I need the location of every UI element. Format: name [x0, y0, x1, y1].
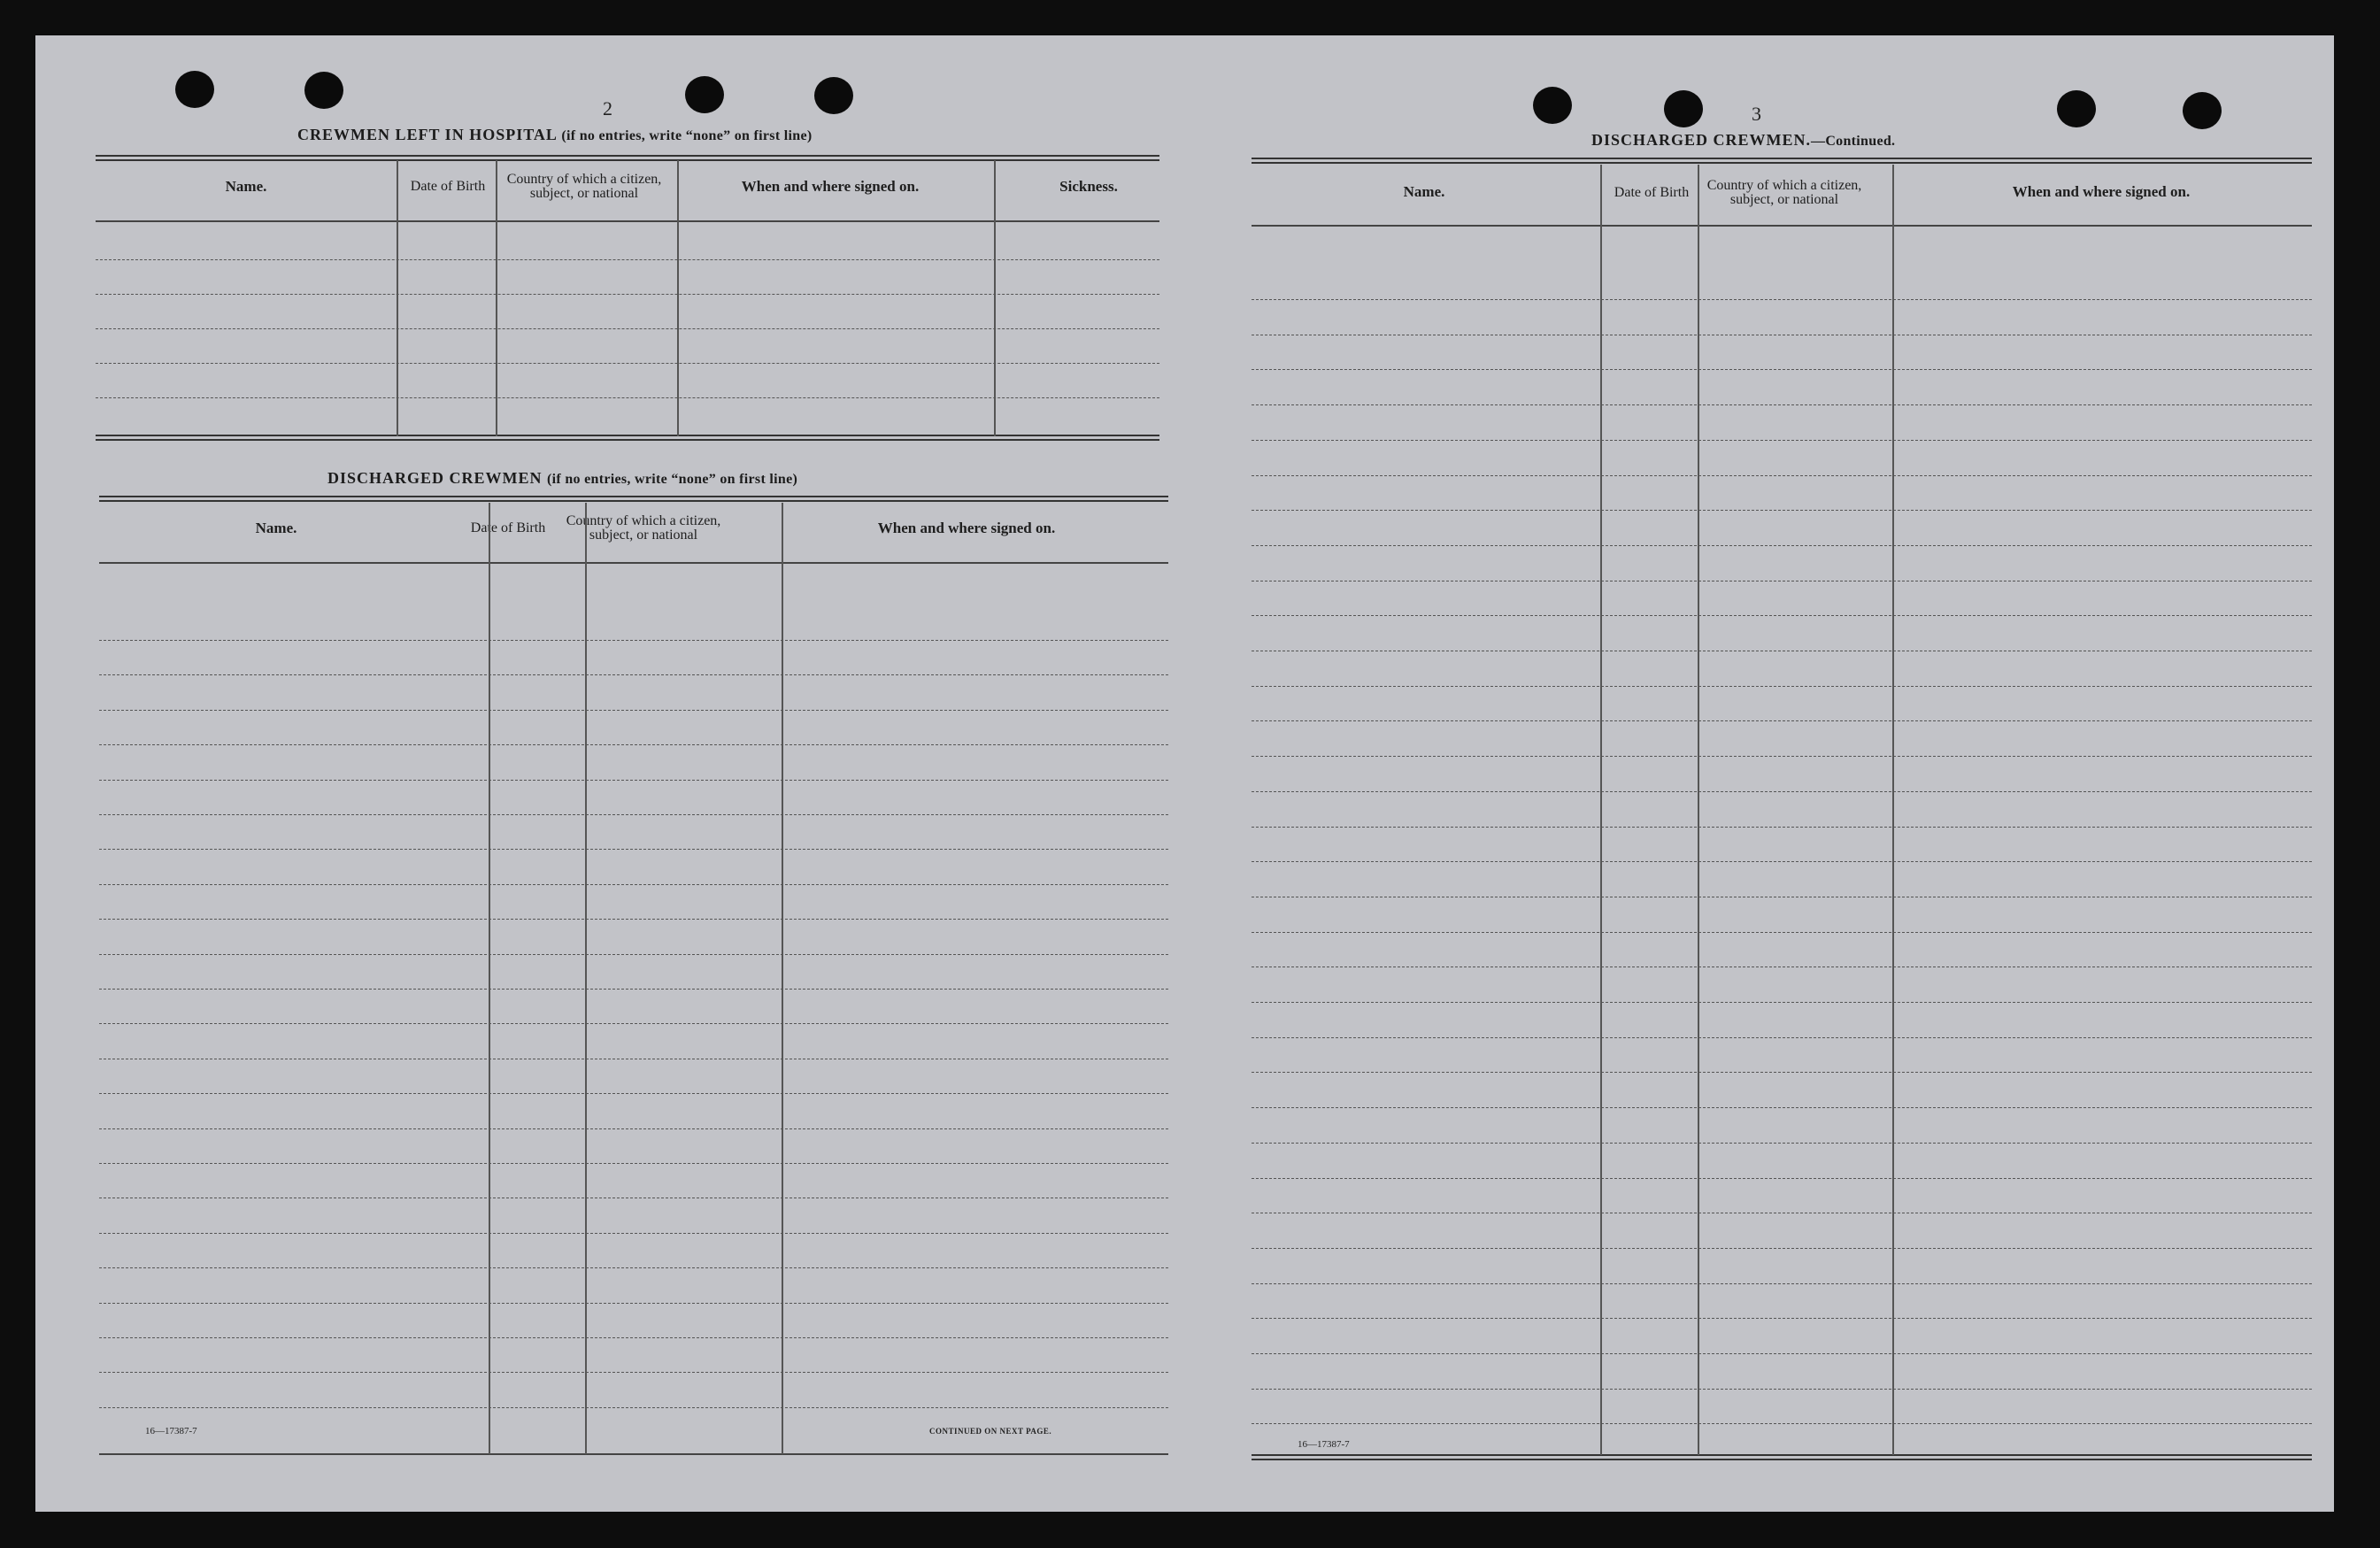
punch-hole [1664, 90, 1703, 127]
entry-line [99, 1303, 1168, 1304]
entry-line [1252, 720, 2312, 721]
column-header-signed-on: When and where signed on. [877, 520, 1056, 536]
discharged-continued-title [1591, 131, 1895, 150]
discharged-continued-note: —Continued. [1811, 134, 1896, 149]
entry-line [99, 1372, 1168, 1373]
form-number-left: 16—17387-7 [145, 1426, 197, 1436]
entry-line [96, 328, 1159, 329]
column-header-name: Name. [225, 178, 267, 195]
entry-line [99, 674, 1168, 675]
entry-line [1252, 1143, 2312, 1144]
entry-line [1252, 440, 2312, 441]
entry-line [99, 884, 1168, 885]
punch-hole [304, 72, 343, 109]
discharged-title-text: DISCHARGED CREWMEN [327, 469, 543, 487]
entry-line [1252, 404, 2312, 405]
column-header-country: Country of which a citizen, subject, or national [506, 172, 662, 201]
entry-line [1252, 1037, 2312, 1038]
entry-line [99, 989, 1168, 990]
document-sheet [35, 35, 2334, 1512]
column-header-date-of-birth: Date of Birth [1614, 185, 1690, 200]
entry-line [1252, 1353, 2312, 1354]
entry-line [1252, 1423, 2312, 1424]
entry-line [99, 744, 1168, 745]
punch-hole [685, 76, 724, 113]
entry-line [1252, 510, 2312, 511]
entry-line [1252, 1248, 2312, 1249]
punch-hole [175, 71, 214, 108]
column-divider [994, 160, 996, 436]
column-header-country: Country of which a citizen, subject, or national [566, 513, 721, 543]
entry-line [99, 1163, 1168, 1164]
entry-line [1252, 1072, 2312, 1073]
entry-line [99, 710, 1168, 711]
header-bottom-rule [99, 562, 1168, 564]
entry-line [99, 814, 1168, 815]
column-header-name: Name. [255, 520, 297, 536]
discharged-title-note: (if no entries, write “none” on first line) [547, 472, 798, 487]
column-divider [1600, 165, 1602, 1455]
header-bottom-rule [96, 220, 1159, 222]
entry-line [1252, 299, 2312, 300]
column-header-date-of-birth: Date of Birth [470, 520, 546, 535]
table-bottom-rule [99, 1453, 1168, 1455]
hospital-title-note: (if no entries, write “none” on first line) [561, 128, 813, 143]
column-divider [496, 160, 497, 436]
entry-line [99, 919, 1168, 920]
table-top-rule [1252, 158, 2312, 164]
entry-line [99, 640, 1168, 641]
entry-line [1252, 1002, 2312, 1003]
punch-hole [814, 77, 853, 114]
entry-line [1252, 827, 2312, 828]
table-bottom-rule [1252, 1454, 2312, 1460]
entry-line [99, 1337, 1168, 1338]
column-divider [1892, 165, 1894, 1455]
entry-line [1252, 1389, 2312, 1390]
column-divider [1698, 165, 1699, 1455]
column-divider [585, 503, 587, 1454]
punch-hole [2183, 92, 2222, 129]
punch-hole [1533, 87, 1572, 124]
entry-line [99, 1407, 1168, 1408]
column-header-date-of-birth: Date of Birth [410, 179, 486, 194]
entry-line [1252, 1107, 2312, 1108]
entry-line [1252, 861, 2312, 862]
column-header-signed-on: When and where signed on. [2012, 183, 2191, 200]
entry-line [1252, 1318, 2312, 1319]
entry-line [96, 363, 1159, 364]
header-bottom-rule [1252, 225, 2312, 227]
table-bottom-rule [96, 435, 1159, 441]
form-number-right: 16—17387-7 [1298, 1439, 1350, 1450]
continued-note: CONTINUED ON NEXT PAGE. [929, 1427, 1052, 1436]
entry-line [99, 1093, 1168, 1094]
column-divider [677, 160, 679, 436]
entry-line [1252, 615, 2312, 616]
discharged-table-right [1252, 158, 2312, 1467]
discharged-section-title [327, 469, 797, 488]
entry-line [99, 1128, 1168, 1129]
hospital-title-text: CREWMEN LEFT IN HOSPITAL [297, 126, 557, 143]
entry-line [1252, 756, 2312, 757]
entry-line [99, 849, 1168, 850]
entry-line [99, 1233, 1168, 1234]
column-header-name: Name. [1403, 183, 1445, 200]
entry-line [1252, 1283, 2312, 1284]
page-number-right: 3 [1752, 103, 1761, 125]
entry-line [1252, 369, 2312, 370]
entry-line [1252, 791, 2312, 792]
page-number-left: 2 [603, 97, 612, 119]
table-top-rule [99, 496, 1168, 502]
entry-line [1252, 686, 2312, 687]
table-top-rule [96, 155, 1159, 161]
entry-line [1252, 932, 2312, 933]
hospital-section-title [297, 126, 812, 144]
entry-line [1252, 475, 2312, 476]
punch-hole [2057, 90, 2096, 127]
entry-line [99, 1023, 1168, 1024]
entry-line [96, 259, 1159, 260]
column-header-sickness: Sickness. [1059, 178, 1118, 195]
column-divider [782, 503, 783, 1454]
column-divider [397, 160, 398, 436]
column-header-country: Country of which a citizen, subject, or national [1706, 178, 1862, 207]
discharged-table-left [99, 496, 1168, 1465]
hospital-table [96, 155, 1159, 447]
column-header-signed-on: When and where signed on. [741, 178, 920, 195]
entry-line [96, 397, 1159, 398]
discharged-continued-text: DISCHARGED CREWMEN. [1591, 131, 1812, 149]
entry-line [99, 954, 1168, 955]
entry-line [1252, 545, 2312, 546]
column-divider [489, 503, 490, 1454]
entry-line [1252, 1178, 2312, 1179]
entry-line [99, 1267, 1168, 1268]
entry-line [96, 294, 1159, 295]
entry-line [99, 780, 1168, 781]
